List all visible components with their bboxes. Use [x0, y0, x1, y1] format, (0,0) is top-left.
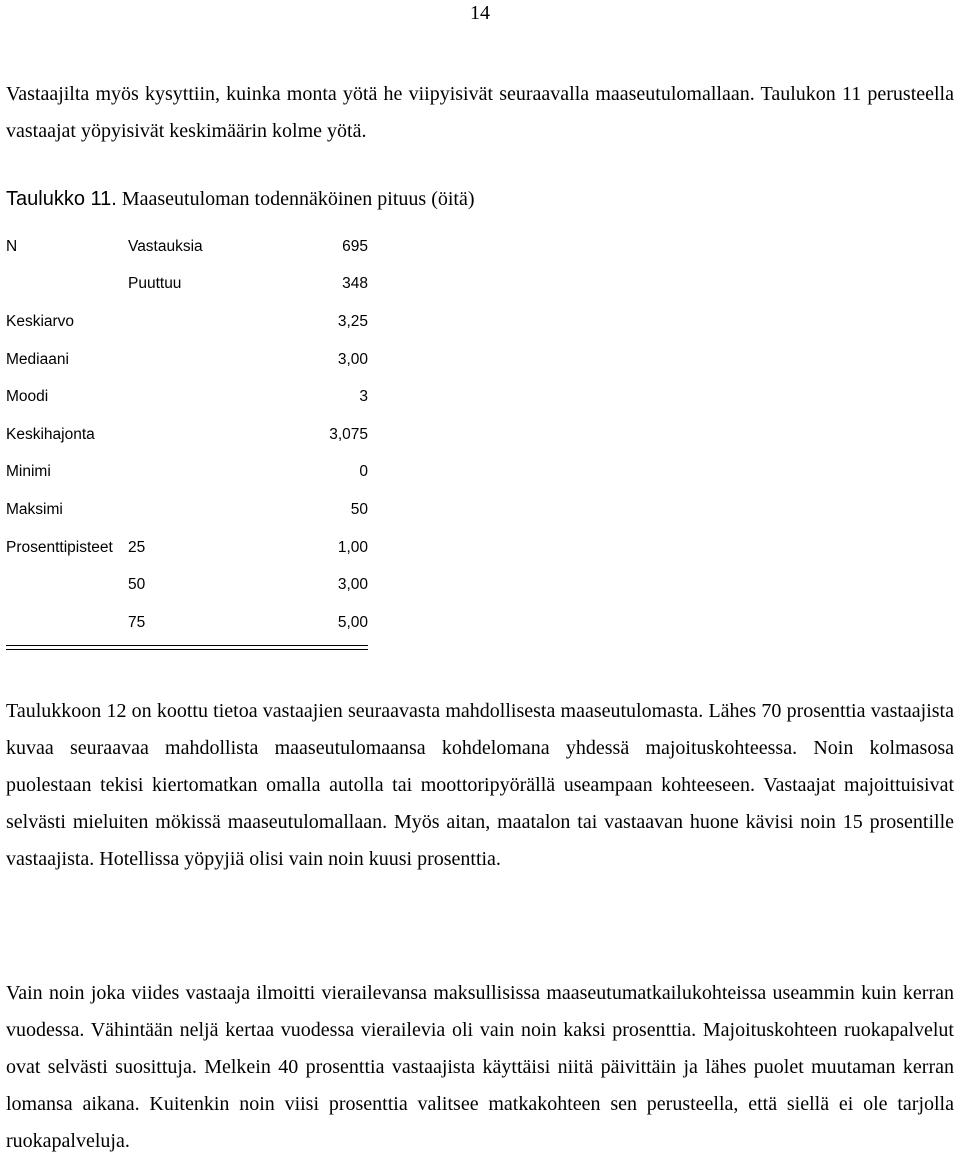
- table-row: [6, 604, 368, 642]
- row-sublabel: 25: [128, 538, 146, 556]
- row-value: 0: [359, 463, 368, 481]
- row-sublabel: [128, 491, 268, 529]
- table-bottom-rule: [6, 645, 368, 650]
- row-sublabel: [128, 341, 268, 379]
- row-value: 5,00: [337, 613, 368, 631]
- row-sublabel: Puuttuu: [128, 275, 182, 293]
- table-caption-title: Maaseutuloman todennäköinen pituus (öitä): [116, 188, 475, 210]
- row-sublabel: 50: [128, 576, 146, 594]
- row-label: Keskihajonta: [6, 425, 95, 443]
- table-row: [6, 266, 368, 304]
- row-label: Moodi: [6, 388, 49, 406]
- row-sublabel: Vastauksia: [128, 237, 203, 255]
- row-value: 3,00: [337, 350, 368, 368]
- row-sublabel: [128, 416, 268, 454]
- paragraph-next-holiday: Taulukkoon 12 on koottu tietoa vastaajien seuraavasta mahdollisesta maaseutulomasta. Lähes 70 prosenttia vastaajista kuvaa seuraavaa mahdollista maaseutulomaansa kohdelomana yhdessä majoituskohteessa. Noin kolmasosa puolestaan tekisi kiertomatkan omalla autolla tai moottoripyörällä useampaan kohteeseen. Vastaajat majoittuisivat selvästi mieluiten mökissä maaseutulomallaan. Myös aitan, maatalon tai vastaavan huone kävisi noin 15 prosentille vastaajista. Hotellissa yöpyjiä olisi vain noin kuusi prosenttia.: [6, 700, 954, 870]
- row-label: [6, 604, 128, 642]
- table-caption-label: Taulukko 11.: [6, 188, 117, 210]
- page-number: 14: [470, 2, 490, 24]
- row-sublabel: [128, 454, 268, 492]
- row-label: [6, 266, 128, 304]
- row-value: 1,00: [337, 538, 368, 556]
- table-caption: [6, 181, 475, 218]
- row-sublabel: 75: [128, 613, 146, 631]
- table-row: [6, 454, 368, 492]
- row-label: Keskiarvo: [6, 312, 75, 330]
- row-sublabel: [128, 378, 268, 416]
- statistics-table: [6, 228, 368, 642]
- row-label: Prosenttipisteet: [6, 538, 113, 556]
- row-value: 695: [342, 237, 368, 255]
- table-row: [6, 529, 368, 567]
- table-row: [6, 303, 368, 341]
- table-row: [6, 378, 368, 416]
- row-sublabel: [128, 303, 268, 341]
- row-value: 348: [342, 275, 368, 293]
- table-row: [6, 566, 368, 604]
- row-value: 3,00: [337, 576, 368, 594]
- table-row: [6, 416, 368, 454]
- row-label: [6, 566, 128, 604]
- row-label: Mediaani: [6, 350, 69, 368]
- paragraph-intro: Vastaajilta myös kysyttiin, kuinka monta yötä he viipyisivät seuraavalla maaseutulomallaan. Taulukon 11 perusteella vastaajat yöpyisivät keskimäärin kolme yötä.: [6, 83, 954, 142]
- row-label: Maksimi: [6, 500, 63, 518]
- row-value: 3: [359, 388, 368, 406]
- table-row: [6, 491, 368, 529]
- table-row: [6, 341, 368, 379]
- row-value: 3,075: [329, 425, 368, 443]
- paragraph-visits: Vain noin joka viides vastaaja ilmoitti vierailevansa maksullisissa maaseutumatkailukohteissa useammin kuin kerran vuodessa. Vähintään neljä kertaa vuodessa vierailevia oli vain noin kaksi prosenttia. Majoituskohteen ruokapalvelut ovat selvästi suosittuja. Melkein 40 prosenttia vastaajista käyttäisi niitä päivittäin ja lähes puolet muutaman kerran lomansa aikana. Kuitenkin noin viisi prosenttia valitsee matkakohteen sen perusteella, että siellä ei ole tarjolla ruokapalveluja.: [6, 982, 954, 1152]
- row-value: 3,25: [337, 312, 368, 330]
- table-row: [6, 228, 368, 266]
- row-value: 50: [350, 500, 368, 518]
- row-label: Minimi: [6, 463, 51, 481]
- row-label: N: [6, 237, 18, 255]
